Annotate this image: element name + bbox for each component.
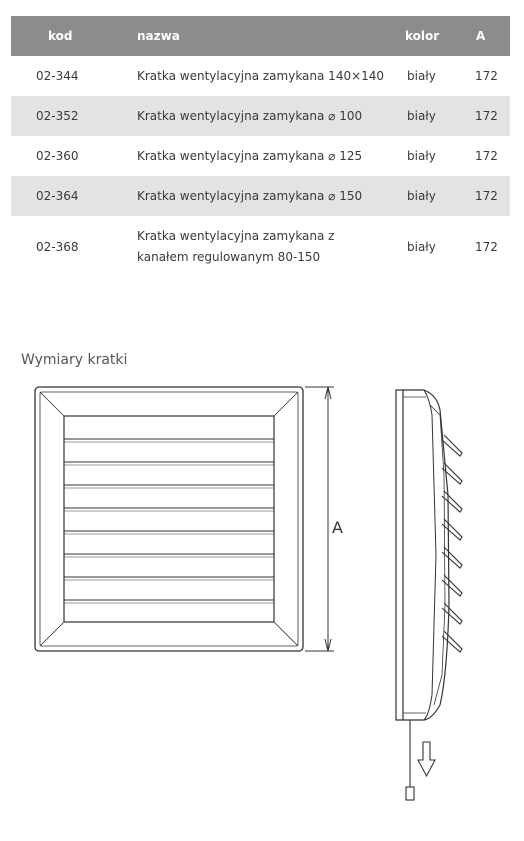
cell-kod: 02-364	[36, 189, 79, 203]
arrow-down-icon	[418, 742, 435, 776]
grille-front-view	[35, 387, 303, 651]
drawing-caption: Wymiary kratki	[21, 352, 128, 368]
table-row	[11, 176, 510, 216]
cell-a: 172	[475, 240, 498, 254]
table-row	[11, 136, 510, 176]
table-row	[11, 216, 510, 278]
cell-kolor: biały	[407, 109, 436, 123]
cell-nazwa: Kratka wentylacyjna zamykana ⌀ 100	[137, 108, 363, 123]
cell-nazwa: Kratka wentylacyjna zamykana ⌀ 150	[137, 188, 363, 203]
table-row	[11, 56, 510, 96]
cell-kod: 02-368	[36, 240, 79, 254]
cell-nazwa-line2: kanałem regulowanym 80-150	[137, 250, 321, 264]
cell-a: 172	[475, 189, 498, 203]
cell-kod: 02-344	[36, 69, 79, 83]
table-header	[11, 16, 510, 56]
cell-kod: 02-360	[36, 149, 79, 163]
cell-kolor: biały	[407, 69, 436, 83]
cell-a: 172	[475, 69, 498, 83]
cell-kolor: biały	[407, 189, 436, 203]
header-nazwa: nazwa	[137, 28, 180, 43]
louver-slats	[64, 439, 274, 603]
pull-cord	[406, 720, 414, 800]
cell-nazwa: Kratka wentylacyjna zamykana ⌀ 125	[137, 148, 363, 163]
cell-kolor: biały	[407, 149, 436, 163]
cell-a: 172	[475, 109, 498, 123]
grille-side-view	[396, 390, 462, 720]
header-a: A	[476, 29, 486, 43]
product-table	[11, 16, 510, 278]
header-kolor: kolor	[405, 29, 440, 43]
cell-kolor: biały	[407, 240, 436, 254]
cell-nazwa-line1: Kratka wentylacyjna zamykana z	[137, 229, 335, 243]
dimension-a	[305, 387, 334, 651]
table-row	[11, 96, 510, 136]
cell-nazwa	[136, 226, 397, 268]
dimension-a-label: A	[332, 518, 343, 537]
header-kod: kod	[48, 29, 73, 43]
cell-nazwa: Kratka wentylacyjna zamykana 140×140	[137, 68, 385, 83]
cell-a: 172	[475, 149, 498, 163]
cell-kod: 02-352	[36, 109, 79, 123]
grille-technical-drawing	[0, 375, 524, 815]
